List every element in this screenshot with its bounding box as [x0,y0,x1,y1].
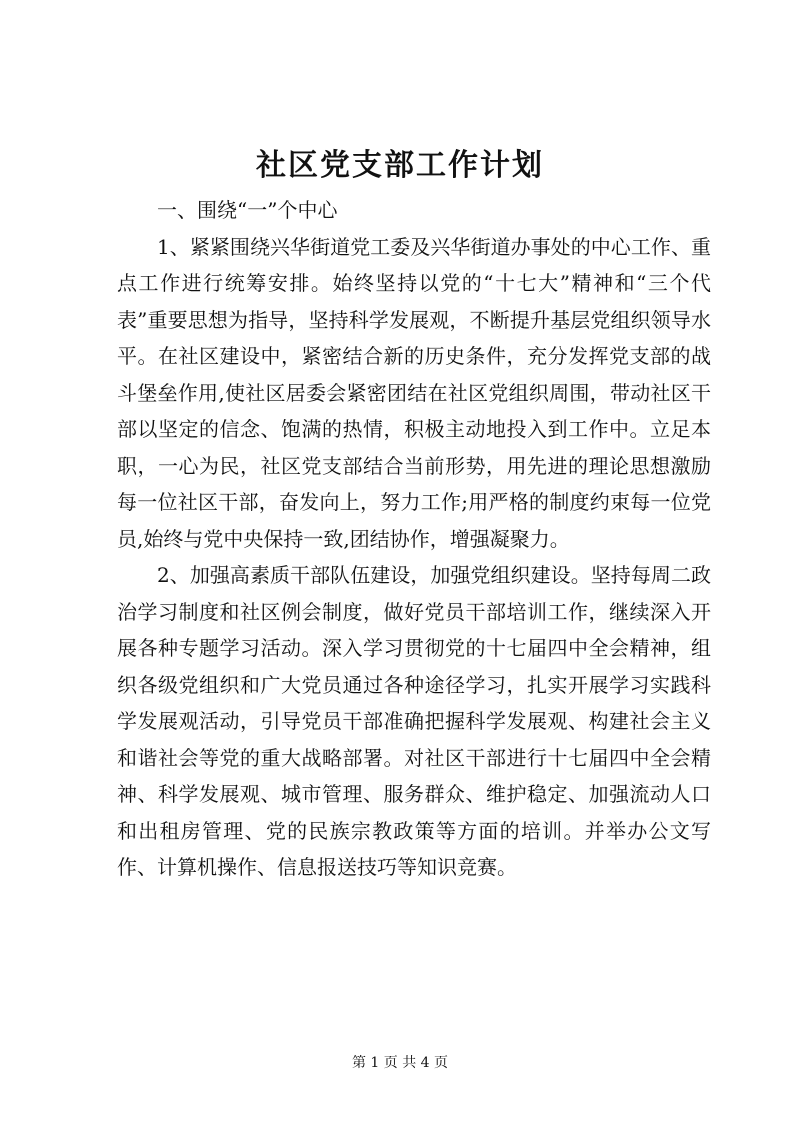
paragraph-2: 2、加强高素质干部队伍建设，加强党组织建设。坚持每周二政治学习制度和社区例会制度，做好党员干部培训工作，继续深入开展各种专题学习活动。深入学习贯彻党的十七届四中全会精神，组织各级党组织和广大党员通过各种途径学习，扎实开展学习实践科学发展观活动，引导党员干部准确把握科学发展观、构建社会主义和谐社会等党的重大战略部署。对社区干部进行十七届四中全会精神、科学发展观、城市管理、服务群众、维护稳定、加强流动人口和出租房管理、党的民族宗教政策等方面的培训。并举办公文写作、计算机操作、信息报送技巧等知识竞赛。 [117,563,711,879]
document-body [117,192,711,886]
page-footer: 第 1 页 共 4 页 [351,1055,449,1071]
paragraph-1: 1、紧紧围绕兴华街道党工委及兴华街道办事处的中心工作、重点工作进行统筹安排。始终坚持以党的“十七大”精神和“三个代表”重要思想为指导，坚持科学发展观，不断提升基层党组织领导水平。在社区建设中，紧密结合新的历史条件，充分发挥党支部的战斗堡垒作用,使社区居委会紧密团结在社区党组织周围，带动社区干部以坚定的信念、饱满的热情，积极主动地投入到工作中。立足本职，一心为民，社区党支部结合当前形势，用先进的理论思想激励每一位社区干部，奋发向上，努力工作;用严格的制度约束每一位党员,始终与党中央保持一致,团结协作，增强凝聚力。 [117,234,711,551]
section-heading: 一、围绕“一”个中心 [157,198,338,222]
document-title: 社区党支部工作计划 [256,148,544,183]
